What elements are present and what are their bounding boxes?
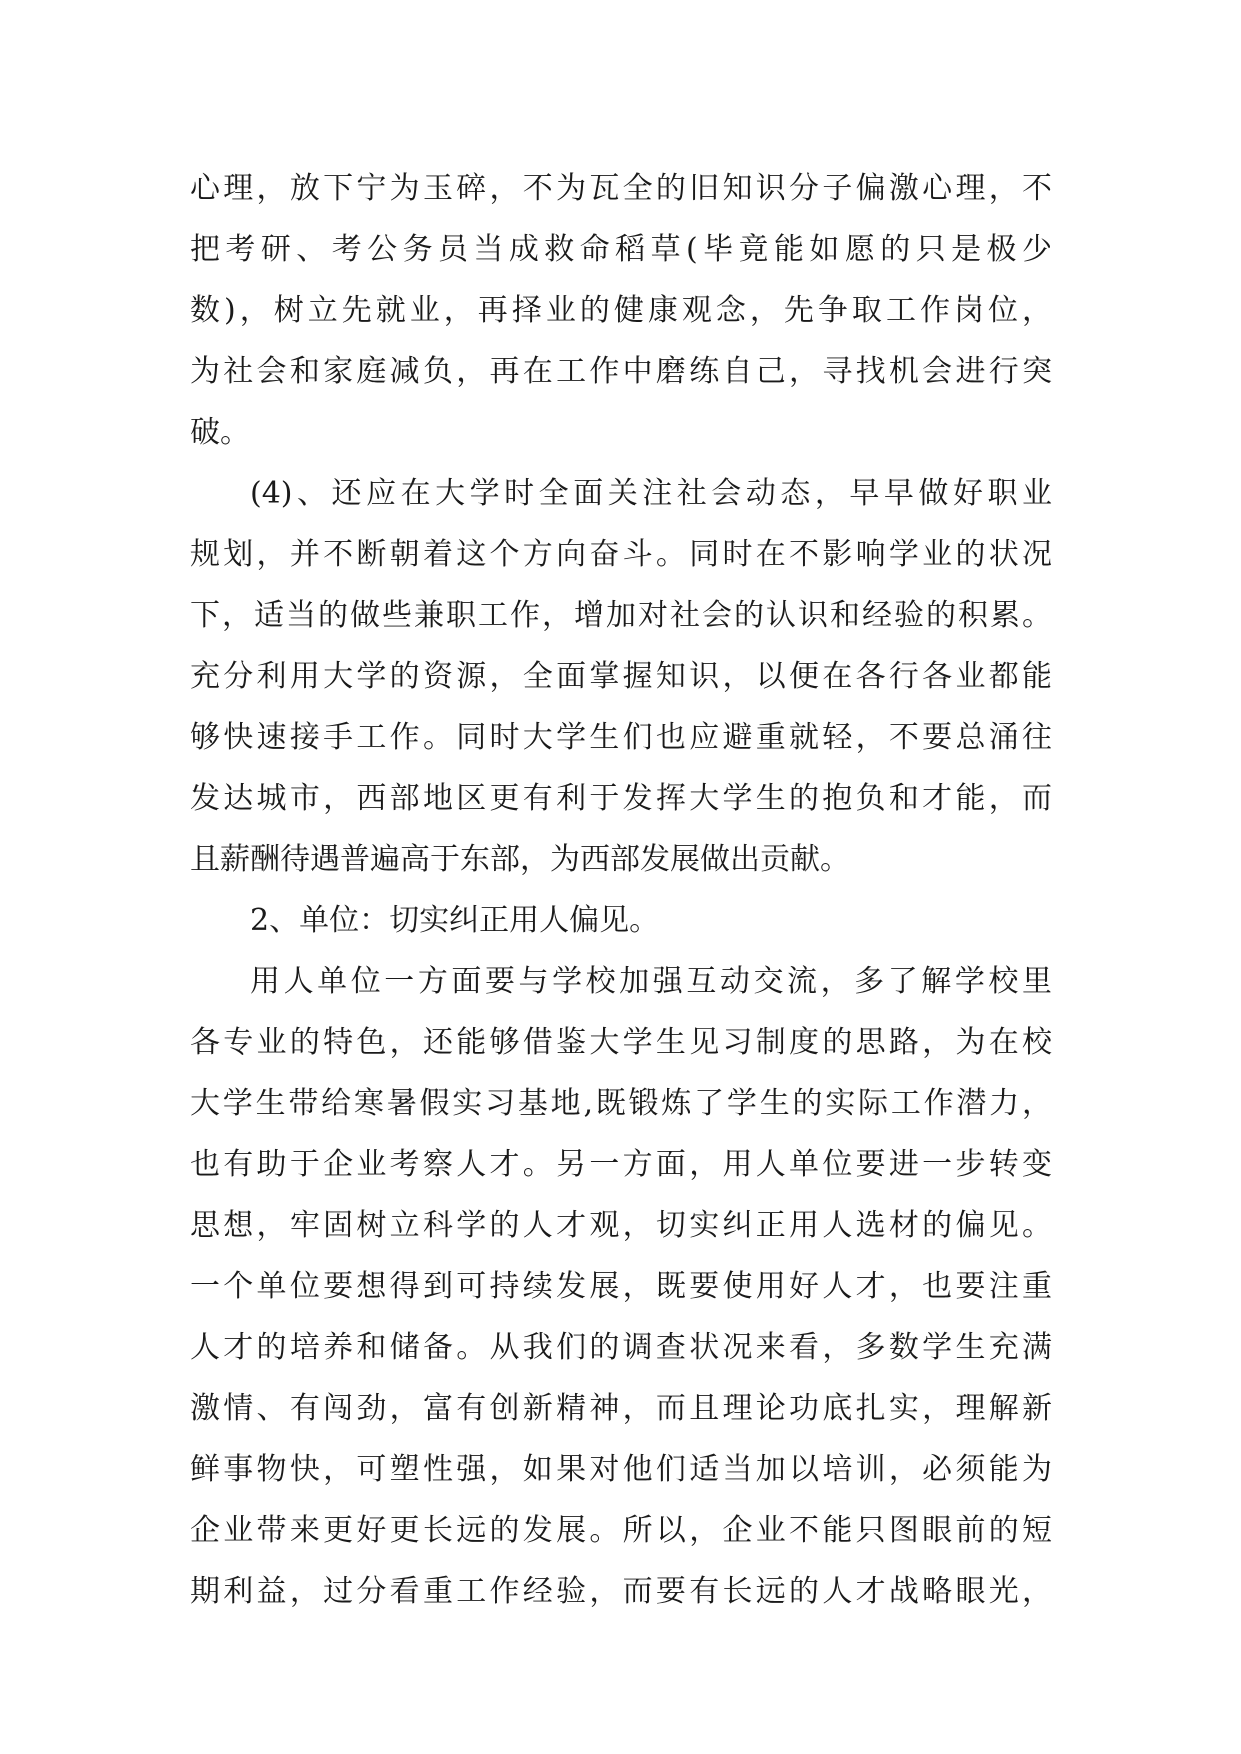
text-line: 规划，并不断朝着这个方向奋斗。同时在不影响学业的状况 xyxy=(190,537,1052,572)
text-line: 下，适当的做些兼职工作，增加对社会的认识和经验的积累。 xyxy=(190,598,1052,633)
text-line: 大学生带给寒暑假实习基地,既锻炼了学生的实际工作潜力， xyxy=(190,1086,1052,1121)
text-line: 各专业的特色，还能够借鉴大学生见习制度的思路，为在校 xyxy=(190,1025,1052,1060)
text-line: 企业带来更好更长远的发展。所以，企业不能只图眼前的短 xyxy=(190,1513,1052,1548)
text-line: 够快速接手工作。同时大学生们也应避重就轻，不要总涌往 xyxy=(190,720,1052,755)
text-line: 2、单位：切实纠正用人偏见。 xyxy=(250,903,660,938)
text-line: 为社会和家庭减负，再在工作中磨练自己，寻找机会进行突 xyxy=(190,354,1052,389)
text-line: 发达城市，西部地区更有利于发挥大学生的抱负和才能，而 xyxy=(190,781,1052,816)
text-line: 且薪酬待遇普遍高于东部，为西部发展做出贡献。 xyxy=(190,842,850,877)
text-line: 也有助于企业考察人才。另一方面，用人单位要进一步转变 xyxy=(190,1147,1052,1182)
section-heading xyxy=(190,890,1052,951)
text-line: (4)、还应在大学时全面关注社会动态，早早做好职业 xyxy=(250,476,1052,511)
paragraph-1 xyxy=(190,158,1052,463)
text-line: 数)，树立先就业，再择业的健康观念，先争取工作岗位， xyxy=(190,293,1052,328)
text-line: 把考研、考公务员当成救命稻草(毕竟能如愿的只是极少 xyxy=(190,232,1052,267)
text-line: 激情、有闯劲，富有创新精神，而且理论功底扎实，理解新 xyxy=(190,1391,1052,1426)
document-body xyxy=(190,158,1052,1622)
text-line: 心理，放下宁为玉碎，不为瓦全的旧知识分子偏激心理，不 xyxy=(190,171,1052,206)
text-line: 一个单位要想得到可持续发展，既要使用好人才，也要注重 xyxy=(190,1269,1052,1304)
paragraph-4 xyxy=(190,951,1052,1622)
text-line: 充分利用大学的资源，全面掌握知识，以便在各行各业都能 xyxy=(190,659,1052,694)
text-line: 鲜事物快，可塑性强，如果对他们适当加以培训，必须能为 xyxy=(190,1452,1052,1487)
text-line: 用人单位一方面要与学校加强互动交流，多了解学校里 xyxy=(250,964,1052,999)
text-line: 破。 xyxy=(190,415,250,450)
paragraph-2 xyxy=(190,463,1052,890)
text-line: 思想，牢固树立科学的人才观，切实纠正用人选材的偏见。 xyxy=(190,1208,1052,1243)
text-line: 人才的培养和储备。从我们的调查状况来看，多数学生充满 xyxy=(190,1330,1052,1365)
text-line: 期利益，过分看重工作经验，而要有长远的人才战略眼光， xyxy=(190,1574,1052,1609)
